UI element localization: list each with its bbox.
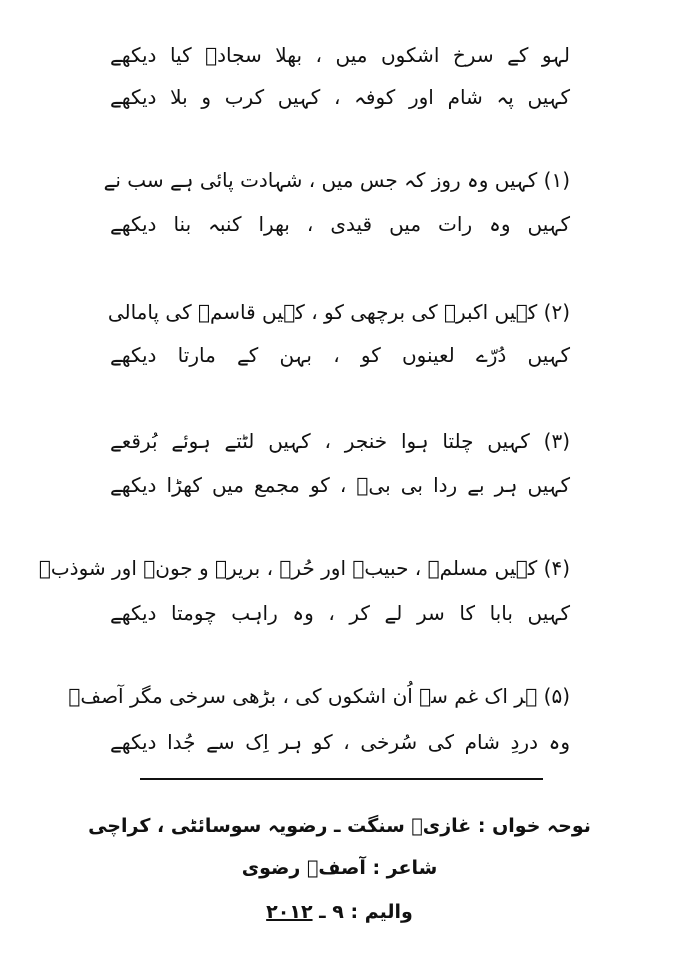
stanza-2-number: (۲) xyxy=(543,300,570,324)
intro-line-1: لہو کے سرخ اشکوں میں ، بھلا سجادؑ کیا دیکھے xyxy=(110,43,570,67)
intro-line-2: کہیں پہ شام اور کوفہ ، کہیں کرب و بلا دیکھے xyxy=(110,85,570,109)
stanza-1-text: کہیں وہ روز کہ جس میں ، شہادت پائی ہے سب نے xyxy=(103,168,538,192)
stanza-3-number: (۳) xyxy=(543,429,570,453)
divider-line xyxy=(140,778,543,780)
stanza-2-line-1 xyxy=(107,295,570,329)
stanza-5-line-1 xyxy=(68,679,570,713)
stanza-1-line-2: کہیں وہ رات میں قیدی ، بھرا کنبہ بنا دیکھے xyxy=(110,212,570,236)
stanza-5-number: (۵) xyxy=(543,684,570,708)
stanza-3-line-2: کہیں ہر بے ردا بی بیؑ ، کو مجمع میں کھڑا دیکھے xyxy=(110,473,570,497)
stanza-4-text: کہیں مسلمؑ ، حبیبؑ اور حُرؑ ، بریرؑ و جونؑ اور شوذبؑ xyxy=(38,556,538,580)
volume-year: ۲۰۱۲ xyxy=(266,901,313,923)
volume-credit xyxy=(0,896,679,928)
stanza-4-line-2: کہیں بابا کا سر لے کر ، وہ راہب چومتا دیکھے xyxy=(110,601,570,625)
stanza-4-line-1 xyxy=(38,551,570,585)
reciter-credit: نوحہ خواں : غازیؑ سنگت ـ رضویہ سوسائٹی ، کراچی xyxy=(88,815,591,837)
stanza-5-line-2: وہ دردِ شام کی سُرخی ، کو ہر اِک سے جُدا دیکھے xyxy=(110,730,570,754)
stanza-2-text: کہیں اکبرؑ کی برچھی کو ، کہیں قاسمؑ کی پامالی xyxy=(107,300,538,324)
volume-label: والیم : ۹ ـ xyxy=(319,901,413,923)
stanza-3-line-1 xyxy=(110,424,570,458)
stanza-4-number: (۴) xyxy=(543,556,570,580)
stanza-3-text: کہیں چلتا ہوا خنجر ، کہیں لٹتے ہوئے بُرقعے xyxy=(110,429,530,453)
stanza-2-line-2: کہیں دُرّے لعینوں کو ، بہن کے مارتا دیکھے xyxy=(110,343,570,367)
stanza-1-line-1 xyxy=(103,163,570,197)
stanza-5-text: ہر اک غم سے اُن اشکوں کی ، بڑھی سرخی مگر آصفؔ xyxy=(68,684,538,708)
poet-credit: شاعر : آصفؔ رضوی xyxy=(241,857,438,879)
stanza-1-number: (۱) xyxy=(543,168,570,192)
